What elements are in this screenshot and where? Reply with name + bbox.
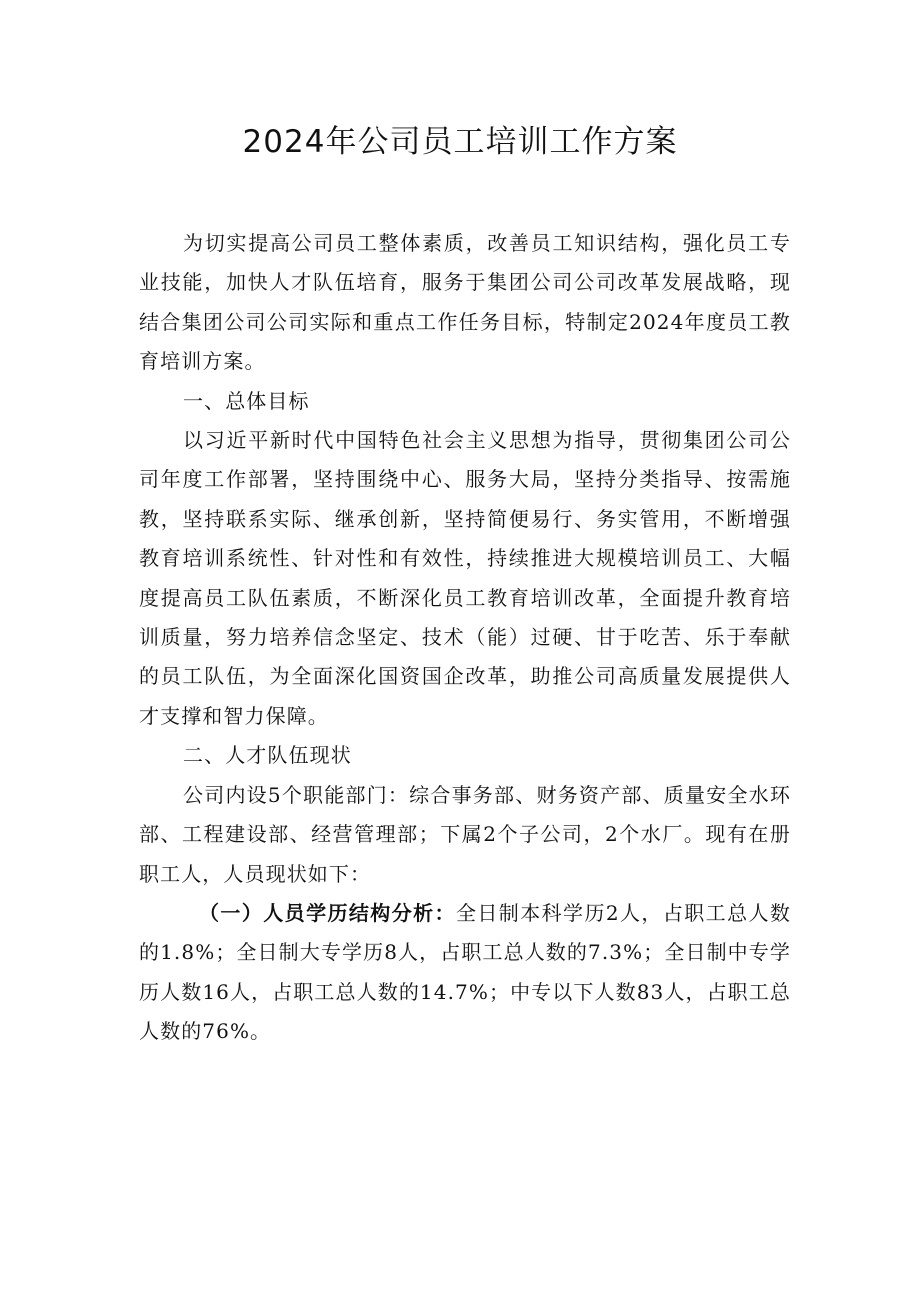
education-structure-paragraph — [139, 894, 791, 1052]
document-title: 2024年公司员工培训工作方案 — [242, 124, 678, 160]
overall-goal-paragraph: 以习近平新时代中国特色社会主义思想为指导，贯彻集团公司公司年度工作部署，坚持围绕中心、服务大局，坚持分类指导、按需施教，坚持联系实际、继承创新，坚持简便易行、务实管用，不断增强教育培训系统性、针对性和有效性，持续推进大规模培训员工、大幅度提高员工队伍素质，不断深化员工教育培训改革，全面提升教育培训质量，努力培养信念坚定、技术（能）过硬、甘于吃苦、乐于奉献的员工队伍，为全面深化国资国企改革，助推公司高质量发展提供人才支撑和智力保障。 — [139, 428, 791, 728]
document-body — [139, 224, 791, 1052]
education-structure-text: 全日制本科学历2人，占职工总人数的1.8%；全日制大专学历8人，占职工总人数的7.3%；全日制中专学历人数16人，占职工总人数的14.7%；中专以下人数83人，占职工总人数的76%。 — [139, 900, 791, 1044]
education-structure-heading: （一）人员学历结构分析： — [199, 900, 456, 925]
section-heading-talent-status: 二、人才队伍现状 — [183, 743, 352, 768]
talent-status-paragraph: 公司内设5个职能部门：综合事务部、财务资产部、质量安全水环部、工程建设部、经营管理部；下属2个子公司，2个水厂。现有在册职工人，人员现状如下： — [139, 782, 791, 886]
section-heading-overall-goal: 一、总体目标 — [183, 388, 310, 413]
intro-paragraph: 为切实提高公司员工整体素质，改善员工知识结构，强化员工专业技能，加快人才队伍培育，服务于集团公司公司改革发展战略，现结合集团公司公司实际和重点工作任务目标，特制定2024年度员工教育培训方案。 — [139, 231, 791, 374]
